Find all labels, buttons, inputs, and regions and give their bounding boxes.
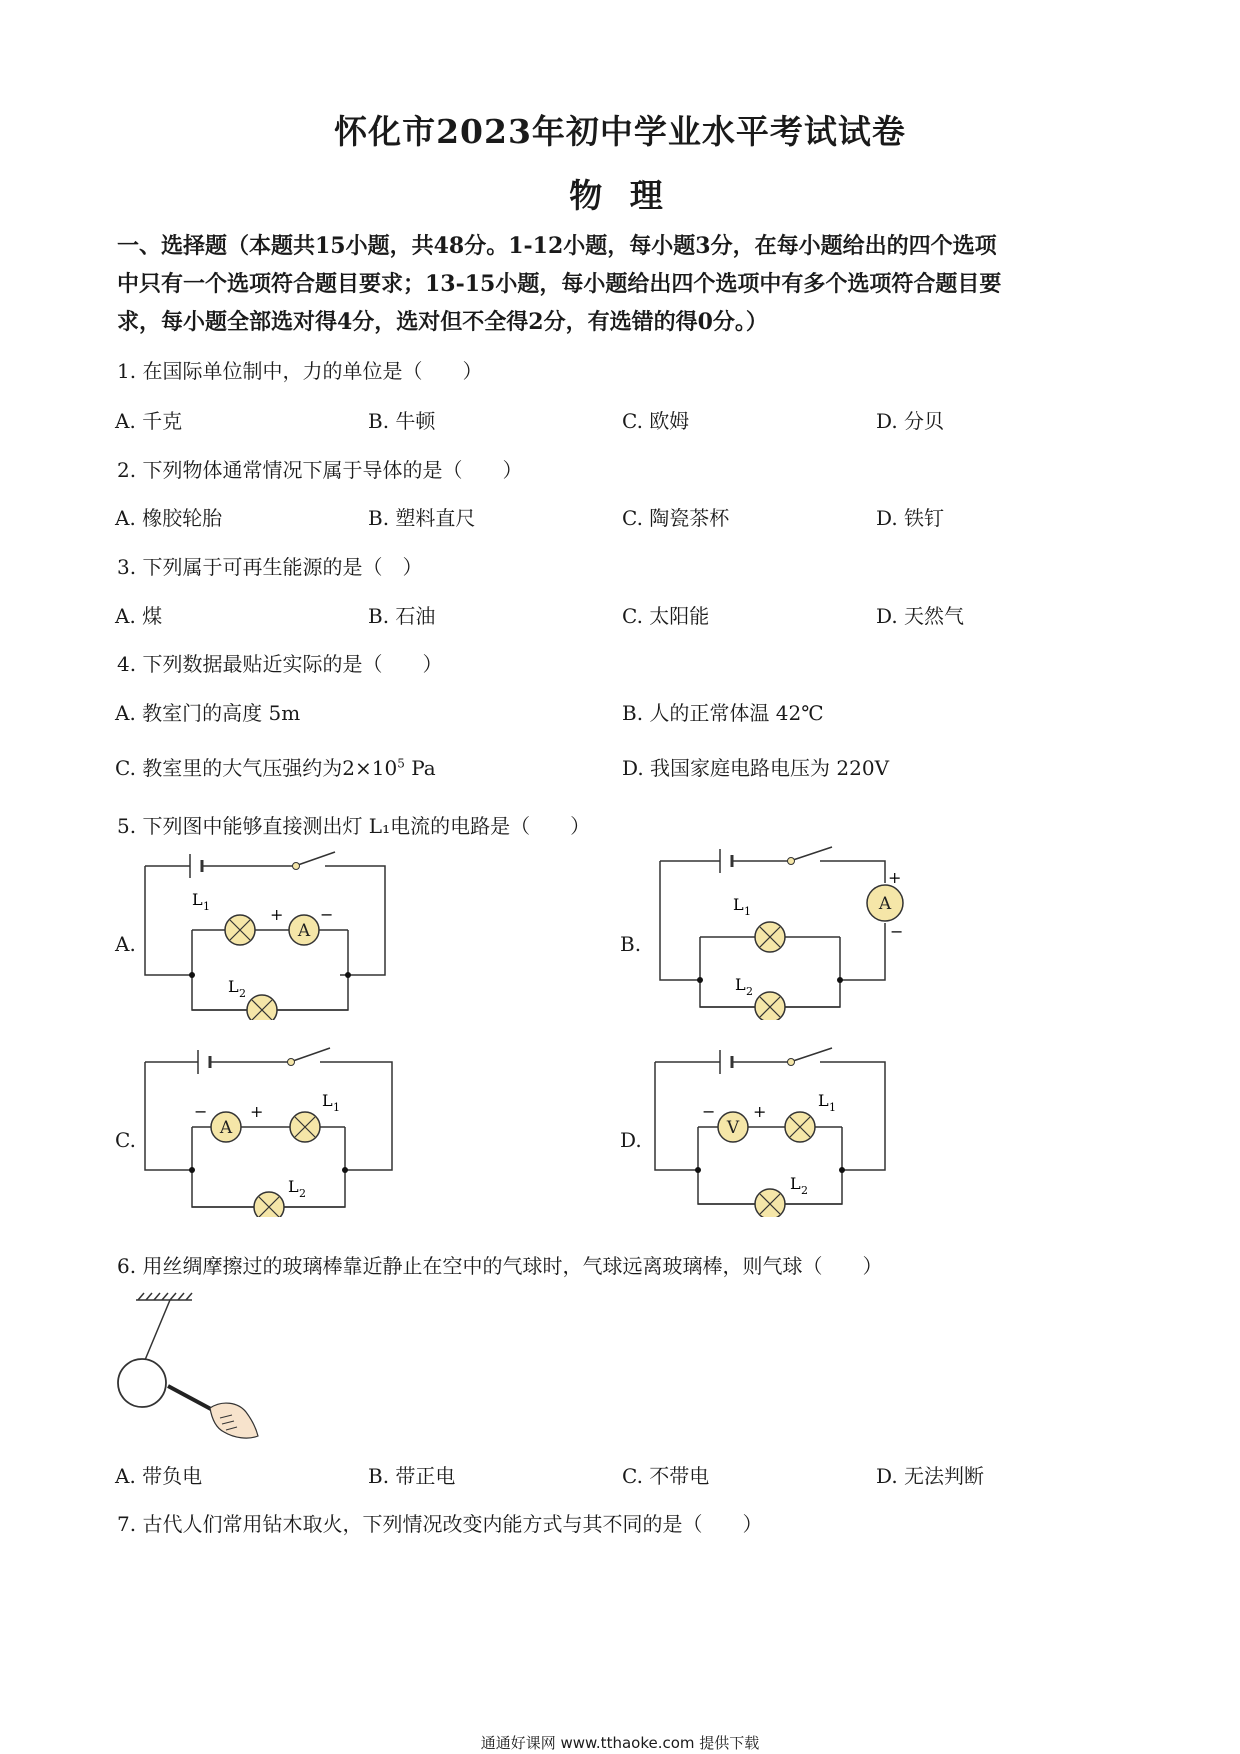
lamp-l2-icon (247, 995, 277, 1020)
balloon-glass-rod-figure (110, 1290, 270, 1450)
lamp-l2-icon (254, 1192, 284, 1217)
lamp-l2-icon (755, 992, 785, 1020)
question-4: 4. 下列数据最贴近实际的是（ ） (117, 652, 443, 676)
q1-option-b[interactable]: B. 牛顿 (368, 409, 436, 433)
q3-option-c[interactable]: C. 太阳能 (622, 604, 710, 628)
q4-option-c[interactable] (115, 752, 436, 781)
q4-option-c-exponent: 5 (397, 756, 405, 771)
q1-option-c[interactable]: C. 欧姆 (622, 409, 690, 433)
subject-title: 物 理 (569, 176, 671, 215)
voltmeter-plus: + (753, 1102, 767, 1121)
section-heading-line2: 中只有一个选项符合题目要求；13-15小题，每小题给出四个选项中有多个选项符合题目要 (117, 271, 1002, 297)
ammeter-icon (867, 885, 903, 921)
lamp-l2-icon (755, 1189, 785, 1217)
q2-option-d[interactable]: D. 铁钉 (876, 506, 945, 530)
question-3: 3. 下列属于可再生能源的是（ ） (117, 555, 423, 579)
q2-option-b[interactable]: B. 塑料直尺 (368, 506, 476, 530)
q3-option-d[interactable]: D. 天然气 (876, 604, 965, 628)
exam-title: 怀化市2023年初中学业水平考试试卷 (334, 112, 906, 151)
label-l2-sub: 2 (801, 1184, 808, 1197)
label-l2: L (228, 977, 239, 996)
q2-option-a[interactable]: A. 橡胶轮胎 (115, 506, 223, 530)
lamp-l1-icon (225, 915, 255, 945)
section-heading-line3: 求，每小题全部选对得4分，选对但不全得2分，有选错的得0分。） (117, 309, 768, 335)
ammeter-symbol: A (297, 921, 311, 941)
balloon-icon (118, 1359, 166, 1407)
ammeter-symbol: A (878, 894, 892, 914)
voltmeter-icon (718, 1112, 748, 1142)
label-l2: L (790, 1174, 801, 1193)
q2-option-c[interactable]: C. 陶瓷茶杯 (622, 506, 730, 530)
ammeter-minus: − (890, 922, 904, 941)
question-5: 5. 下列图中能够直接测出灯 L₁电流的电路是（ ） (117, 814, 591, 838)
q3-option-b[interactable]: B. 石油 (368, 604, 436, 628)
circuit-diagram-d (650, 1042, 920, 1217)
label-l2-sub: 2 (239, 987, 246, 1000)
ammeter-icon (211, 1112, 241, 1142)
section-heading-line1: 一、选择题（本题共15小题，共48分。1-12小题，每小题3分，在每小题给出的四个选项 (117, 233, 997, 259)
label-l1: L (733, 895, 744, 914)
ammeter-symbol: A (219, 1118, 233, 1138)
hand-icon (210, 1403, 258, 1438)
q3-option-a[interactable]: A. 煤 (115, 604, 163, 628)
label-l2: L (735, 975, 746, 994)
label-l1-sub: 1 (203, 900, 210, 913)
lamp-l1-icon (290, 1112, 320, 1142)
lamp-l1-icon (755, 922, 785, 952)
ammeter-plus: + (888, 868, 902, 887)
q4-option-d[interactable]: D. 我国家庭电路电压为 220V (622, 756, 890, 780)
label-l2-sub: 2 (746, 985, 753, 998)
lamp-l1-icon (785, 1112, 815, 1142)
ammeter-plus: + (270, 905, 284, 924)
label-l1-sub: 1 (744, 905, 751, 918)
voltmeter-symbol: V (726, 1118, 740, 1138)
q6-option-b[interactable]: B. 带正电 (368, 1464, 456, 1488)
q5-option-b-label[interactable]: B. (620, 932, 642, 956)
ammeter-minus: − (320, 905, 334, 924)
label-l1: L (322, 1091, 333, 1110)
ammeter-minus: − (194, 1102, 208, 1121)
ammeter-icon (289, 915, 319, 945)
question-6: 6. 用丝绸摩擦过的玻璃棒靠近静止在空中的气球时，气球远离玻璃棒，则气球（ ） (117, 1254, 883, 1278)
label-l2-sub: 2 (299, 1187, 306, 1200)
q6-option-c[interactable]: C. 不带电 (622, 1464, 710, 1488)
q4-option-c-unit: Pa (404, 756, 436, 780)
q5-option-c-label[interactable]: C. (115, 1128, 136, 1152)
ammeter-plus: + (250, 1102, 264, 1121)
label-l1-sub: 1 (829, 1101, 836, 1114)
question-2: 2. 下列物体通常情况下属于导体的是（ ） (117, 458, 523, 482)
label-l1-sub: 1 (333, 1101, 340, 1114)
circuit-diagram-a (130, 850, 400, 1020)
label-l1: L (192, 890, 203, 909)
label-l1: L (818, 1091, 829, 1110)
circuit-diagram-b (650, 845, 920, 1020)
question-7: 7. 古代人们常用钻木取火，下列情况改变内能方式与其不同的是（ ） (117, 1512, 763, 1536)
q4-option-a[interactable]: A. 教室门的高度 5m (115, 701, 301, 725)
label-l2: L (288, 1177, 299, 1196)
question-1: 1. 在国际单位制中，力的单位是（ ） (117, 359, 483, 383)
voltmeter-minus: − (702, 1102, 716, 1121)
q5-option-a-label[interactable]: A. (115, 932, 136, 956)
q6-option-a[interactable]: A. 带负电 (115, 1464, 203, 1488)
q1-option-d[interactable]: D. 分贝 (876, 409, 945, 433)
q4-option-b[interactable]: B. 人的正常体温 42℃ (622, 701, 824, 725)
q4-option-c-text: C. 教室里的大气压强约为2×10 (115, 756, 398, 780)
q5-option-d-label[interactable]: D. (620, 1128, 642, 1152)
q6-option-d[interactable]: D. 无法判断 (876, 1464, 985, 1488)
circuit-diagram-c (130, 1042, 400, 1217)
footer-watermark: 通通好课网 www.tthaoke.com 提供下载 (480, 1734, 760, 1752)
q1-option-a[interactable]: A. 千克 (115, 409, 183, 433)
